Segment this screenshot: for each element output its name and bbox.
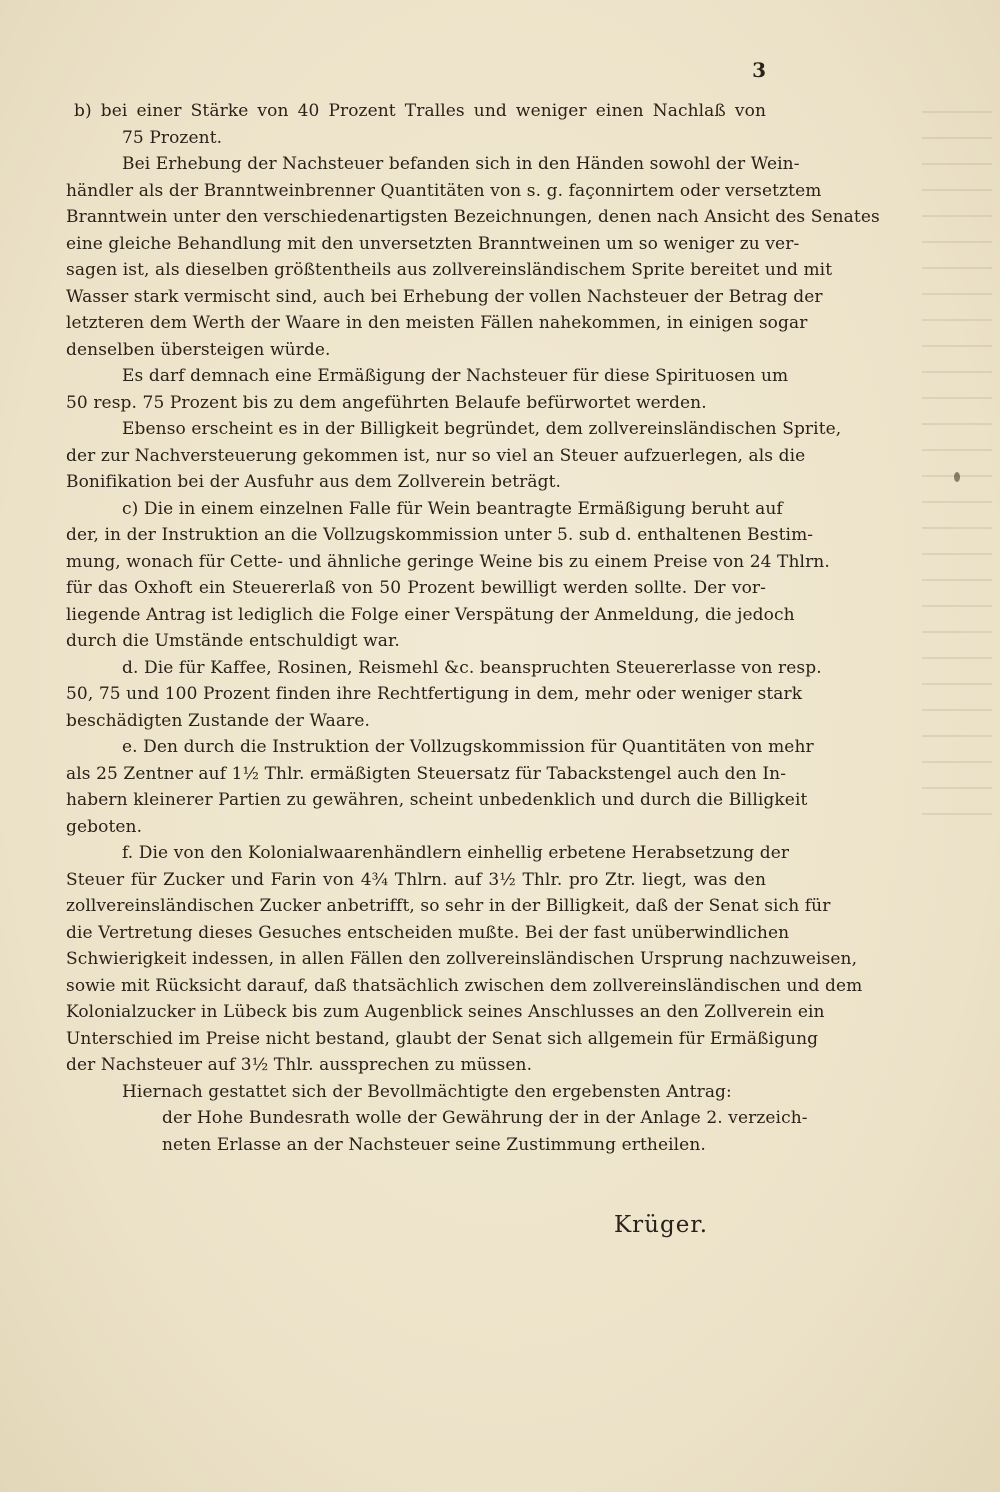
- text-line: als 25 Zentner auf 1½ Thlr. ermäßigten Steuersatz für Tabackstengel auch den In-: [66, 763, 787, 784]
- text-line: händler als der Branntweinbrenner Quantitäten von s. g. façonnirtem oder versetztem: [66, 180, 822, 201]
- text-line: die Vertretung dieses Gesuches entscheiden mußte. Bei der fast unüberwindlichen: [66, 922, 790, 943]
- text-line: für das Oxhoft ein Steuererlaß von 50 Prozent bewilligt werden sollte. Der vor-: [66, 578, 766, 598]
- text-line: 75 Prozent.: [122, 127, 223, 148]
- text-line: beschädigten Zustande der Waare.: [66, 710, 370, 731]
- text-line: e. Den durch die Instruktion der Vollzugskommission für Quantitäten von mehr: [122, 737, 814, 757]
- text-line: neten Erlasse an der Nachsteuer seine Zustimmung ertheilen.: [162, 1134, 706, 1155]
- text-line: der zur Nachversteuerung gekommen ist, nur so viel an Steuer aufzuerlegen, als die: [66, 445, 806, 466]
- text-line: Steuer für Zucker und Farin von 4¾ Thlrn. auf 3½ Thlr. pro Ztr. liegt, was den: [66, 869, 766, 890]
- text-line: Kolonialzucker in Lübeck bis zum Augenblick seines Anschlusses an den Zollverein ein: [66, 1002, 825, 1022]
- text-line: sowie mit Rücksicht darauf, daß thatsächlich zwischen dem zollvereinsländischen und dem: [66, 975, 863, 996]
- body-text: [66, 98, 880, 1158]
- text-line: habern kleinerer Partien zu gewähren, scheint unbedenklich und durch die Billigkeit: [66, 790, 808, 810]
- text-line: geboten.: [66, 816, 143, 837]
- text-line: Es darf demnach eine Ermäßigung der Nachsteuer für diese Spirituosen um: [122, 366, 789, 386]
- text-line: denselben übersteigen würde.: [66, 339, 331, 360]
- margin-mark: [954, 472, 960, 482]
- text-line: Ebenso erscheint es in der Billigkeit begründet, dem zollvereinsländischen Sprite,: [122, 419, 842, 439]
- text-line: eine gleiche Behandlung mit den unversetzten Branntweinen um so weniger zu ver-: [66, 233, 800, 254]
- text-line: Wasser stark vermischt sind, auch bei Erhebung der vollen Nachsteuer der Betrag der: [66, 286, 823, 307]
- text-line: sagen ist, als dieselben größtentheils aus zollvereinsländischem Sprite bereitet und mit: [66, 260, 833, 280]
- text-line: der Hohe Bundesrath wolle der Gewährung der in der Anlage 2. verzeich-: [162, 1108, 808, 1128]
- text-line: letzteren dem Werth der Waare in den meisten Fällen nahekommen, in einigen sogar: [66, 313, 808, 333]
- text-line: liegende Antrag ist lediglich die Folge einer Verspätung der Anmeldung, die jedoch: [66, 604, 795, 625]
- text-line: f. Die von den Kolonialwaarenhändlern einhellig erbetene Herabsetzung der: [122, 843, 790, 863]
- text-line: Bonifikation bei der Ausfuhr aus dem Zollverein beträgt.: [66, 472, 562, 492]
- text-line: c) Die in einem einzelnen Falle für Wein beantragte Ermäßigung beruht auf: [122, 498, 783, 519]
- text-line: mung, wonach für Cette- und ähnliche geringe Weine bis zu einem Preise von 24 Thlrn.: [66, 551, 830, 572]
- text-line: Bei Erhebung der Nachsteuer befanden sich in den Händen sowohl der Wein-: [122, 154, 800, 174]
- text-line: d. Die für Kaffee, Rosinen, Reismehl &c. beanspruchten Steuererlasse von resp.: [122, 657, 822, 678]
- text-line: der Nachsteuer auf 3½ Thlr. aussprechen zu müssen.: [66, 1055, 533, 1075]
- text-line: Schwierigkeit indessen, in allen Fällen den zollvereinsländischen Ursprung nachzuweisen,: [66, 949, 858, 969]
- text-line: Branntwein unter den verschiedenartigsten Bezeichnungen, denen nach Ansicht des Senates: [66, 207, 880, 227]
- text-line: durch die Umstände entschuldigt war.: [66, 631, 400, 651]
- page-number: 3: [752, 58, 766, 82]
- text-line: 50, 75 und 100 Prozent finden ihre Rechtfertigung in dem, mehr oder weniger stark: [66, 684, 803, 704]
- signature: Krüger.: [614, 1212, 709, 1238]
- text-line: Hiernach gestattet sich der Bevollmächtigte den ergebensten Antrag:: [122, 1081, 732, 1102]
- text-line: Unterschied im Preise nicht bestand, glaubt der Senat sich allgemein für Ermäßigung: [66, 1028, 819, 1049]
- text-line: b) bei einer Stärke von 40 Prozent Tralles und weniger einen Nachlaß von: [74, 101, 766, 121]
- text-line: zollvereinsländischen Zucker anbetrifft, so sehr in der Billigkeit, daß der Senat sich für: [66, 896, 831, 916]
- bleed-through-text: [922, 95, 992, 815]
- text-line: 50 resp. 75 Prozent bis zu dem angeführten Belaufe befürwortet werden.: [66, 392, 707, 413]
- text-line: der, in der Instruktion an die Vollzugskommission unter 5. sub d. enthaltenen Bestim-: [66, 525, 814, 545]
